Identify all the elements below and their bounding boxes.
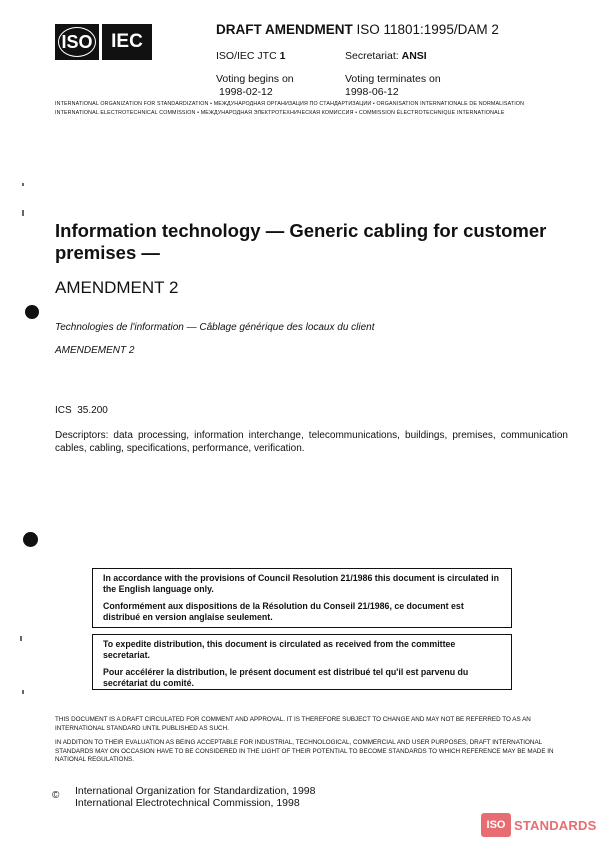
committee-label: ISO/IEC JTC: [216, 50, 277, 62]
committee: [216, 50, 285, 62]
copyright-symbol: ©: [52, 790, 60, 801]
voting-begins-label: Voting begins on: [216, 73, 294, 85]
distribution-notice-fr: Pour accélérer la distribution, le présent document est distribué tel qu'il est parvenu du secrétariat du comité.: [103, 667, 469, 688]
scan-speck: [22, 183, 24, 186]
descriptors: Descriptors: data processing, information interchange, telecommunications, buildings, premises, communication cables, cabling, specifications, performance, verification.: [55, 430, 568, 454]
watermark-text: STANDARDS: [514, 817, 597, 833]
language-notice-box: [92, 568, 512, 628]
iso-standards-watermark: [481, 813, 596, 837]
copyright-iso: International Organization for Standardization, 1998: [75, 785, 316, 797]
punch-hole-lower: [23, 532, 38, 547]
language-notice-en: In accordance with the provisions of Council Resolution 21/1986 this document is circulated in the English language only.: [103, 573, 499, 594]
voting-terminates-date: 1998-06-12: [345, 86, 399, 98]
language-notice-fr: Conformément aux dispositions de la Résolution du Conseil 21/1986, ce document est distribué en version anglaise seulement.: [103, 601, 464, 622]
distribution-notice-en: To expedite distribution, this document is circulated as received from the committee secretariat.: [103, 639, 456, 660]
watermark-badge: ISO: [481, 813, 511, 837]
scan-speck: [22, 210, 24, 216]
iec-logo: [102, 24, 152, 60]
iso-organization-line: INTERNATIONAL ORGANIZATION FOR STANDARDIZATION • МЕЖДУНАРОДНАЯ ОРГАНИЗАЦИЯ ПО СТАНДАРТИЗАЦИИ • ORGANISATION INTERNATIONALE DE NORMALISATION: [55, 101, 525, 107]
draft-disclaimer: THIS DOCUMENT IS A DRAFT CIRCULATED FOR COMMENT AND APPROVAL. IT IS THEREFORE SUBJECT TO CHANGE AND MAY NOT BE REFERRED TO AS AN INTERNATIONAL STANDARD UNTIL PUBLISHED AS SUCH.: [55, 716, 531, 732]
voting-terminates-label: Voting terminates on: [345, 73, 441, 85]
iec-organization-line: INTERNATIONAL ELECTROTECHNICAL COMMISSION • МЕЖДУНАРОДНАЯ ЭЛЕКТРОТЕХНИЧЕСКАЯ КОМИССИЯ • COMMISSION ÉLECTROTECHNIQUE INTERNATIONALE: [55, 110, 505, 116]
french-amendment: AMENDEMENT 2: [55, 345, 135, 356]
secretariat: [345, 50, 427, 62]
iso-logo: [55, 24, 99, 60]
voting-begins-date: 1998-02-12: [219, 86, 273, 98]
doc-number: ISO 11801:1995/DAM 2: [356, 22, 499, 37]
scan-speck: [20, 636, 22, 641]
iec-logo-text: IEC: [111, 31, 143, 52]
punch-hole-upper: [25, 305, 39, 319]
copyright-iec: International Electrotechnical Commission, 1998: [75, 797, 300, 809]
scan-speck: [22, 690, 24, 694]
distribution-notice-box: [92, 634, 512, 690]
iso-logo-text: ISO: [61, 31, 93, 52]
committee-number: 1: [279, 50, 286, 62]
secretariat-label: Secretariat:: [345, 50, 399, 62]
french-title: Technologies de l'information — Câblage générique des locaux du client: [55, 322, 375, 333]
ics-code: [55, 405, 108, 416]
secretariat-value: ANSI: [401, 50, 427, 62]
document-title: Information technology — Generic cabling for customer premises —: [55, 220, 547, 263]
document-designation: [216, 22, 499, 37]
doc-type: DRAFT AMENDMENT: [216, 22, 353, 37]
ics-label: ICS: [55, 405, 72, 416]
regulation-disclaimer: IN ADDITION TO THEIR EVALUATION AS BEING ACCEPTABLE FOR INDUSTRIAL, TECHNOLOGICAL, COMMERCIAL AND USER PURPOSES, DRAFT INTERNATIONAL STANDARDS MAY ON OCCASION HAVE TO BE CONSIDERED IN THE LIGHT OF THEIR POTENTIAL TO BECOME STANDARDS TO WHICH REFERENCE MAY BE MADE IN NATIONAL REGULATIONS.: [55, 739, 554, 763]
amendment-number: AMENDMENT 2: [55, 278, 179, 297]
ics-value: 35.200: [77, 405, 108, 416]
